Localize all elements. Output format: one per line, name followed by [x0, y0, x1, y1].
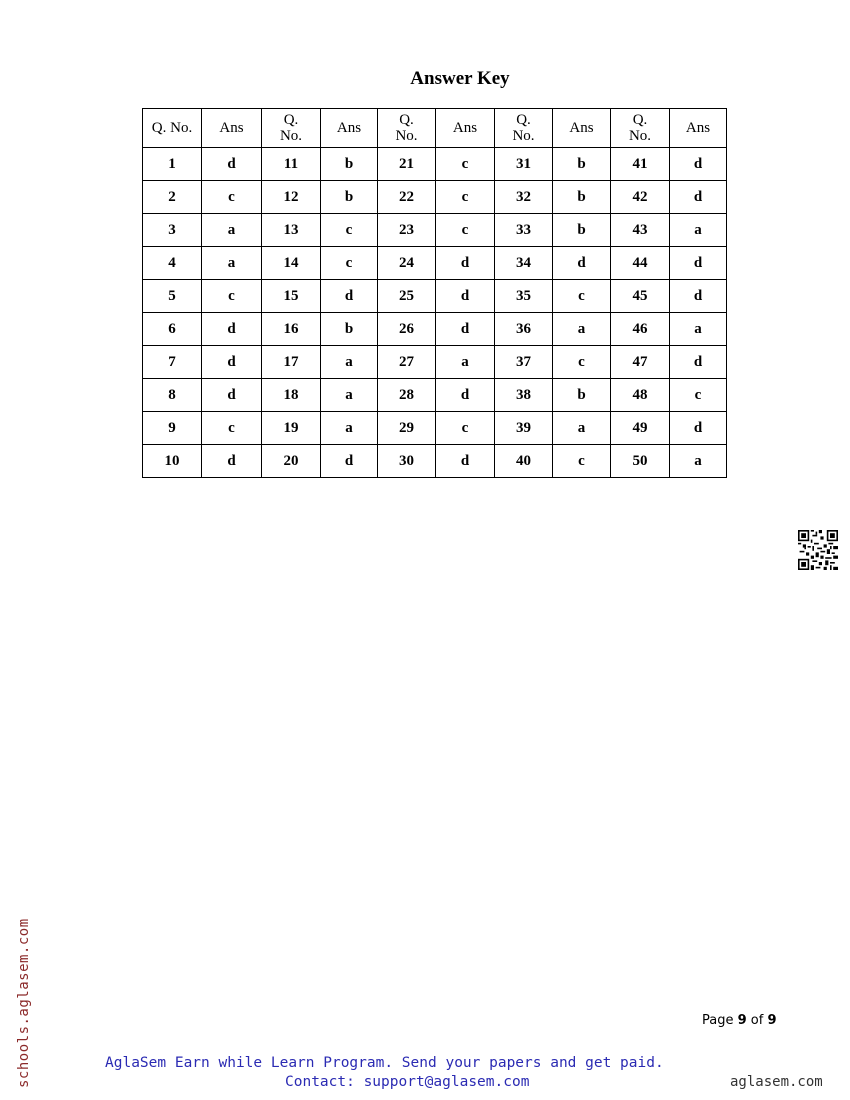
answer-cell: a: [202, 214, 262, 247]
table-row: [143, 412, 727, 445]
question-number-cell: 28: [378, 379, 436, 412]
question-number-cell: 30: [378, 445, 436, 478]
answer-cell: d: [202, 346, 262, 379]
question-number-cell: 29: [378, 412, 436, 445]
header-cell: Ans: [553, 109, 611, 148]
question-number-cell: 20: [262, 445, 321, 478]
question-number-cell: 42: [611, 181, 670, 214]
table-row: [143, 214, 727, 247]
answer-cell: b: [553, 148, 611, 181]
answer-cell: c: [436, 412, 495, 445]
answer-cell: b: [321, 148, 378, 181]
answer-cell: d: [670, 346, 727, 379]
table-row: [143, 280, 727, 313]
question-number-cell: 50: [611, 445, 670, 478]
answer-cell: a: [321, 346, 378, 379]
question-number-cell: 48: [611, 379, 670, 412]
question-number-cell: 26: [378, 313, 436, 346]
question-number-cell: 35: [495, 280, 553, 313]
question-number-cell: 9: [143, 412, 202, 445]
header-cell: Ans: [202, 109, 262, 148]
question-number-cell: 11: [262, 148, 321, 181]
answer-cell: c: [202, 412, 262, 445]
question-number-cell: 3: [143, 214, 202, 247]
answer-cell: d: [436, 379, 495, 412]
question-number-cell: 33: [495, 214, 553, 247]
answer-cell: a: [553, 412, 611, 445]
question-number-cell: 39: [495, 412, 553, 445]
header-cell: Q. No.: [378, 109, 436, 148]
question-number-cell: 13: [262, 214, 321, 247]
question-number-cell: 36: [495, 313, 553, 346]
answer-cell: a: [436, 346, 495, 379]
answer-cell: d: [436, 280, 495, 313]
answer-cell: a: [321, 379, 378, 412]
question-number-cell: 32: [495, 181, 553, 214]
question-number-cell: 5: [143, 280, 202, 313]
qr-code-icon: [798, 530, 838, 570]
header-cell: Ans: [670, 109, 727, 148]
answer-cell: d: [670, 181, 727, 214]
page-current: 9: [737, 1013, 747, 1028]
answer-cell: b: [553, 214, 611, 247]
answer-cell: d: [202, 313, 262, 346]
question-number-cell: 31: [495, 148, 553, 181]
answer-cell: c: [553, 346, 611, 379]
answer-cell: b: [553, 379, 611, 412]
answer-cell: c: [436, 148, 495, 181]
answer-cell: a: [321, 412, 378, 445]
question-number-cell: 25: [378, 280, 436, 313]
question-number-cell: 38: [495, 379, 553, 412]
answer-cell: a: [202, 247, 262, 280]
page-total: 9: [767, 1013, 777, 1028]
table-row: [143, 313, 727, 346]
answer-cell: a: [670, 313, 727, 346]
answer-cell: a: [553, 313, 611, 346]
question-number-cell: 47: [611, 346, 670, 379]
answer-key-table: [142, 108, 727, 478]
answer-cell: c: [670, 379, 727, 412]
question-number-cell: 12: [262, 181, 321, 214]
answer-cell: d: [202, 379, 262, 412]
answer-cell: d: [436, 445, 495, 478]
answer-cell: a: [670, 445, 727, 478]
question-number-cell: 46: [611, 313, 670, 346]
answer-cell: d: [202, 445, 262, 478]
answer-cell: b: [321, 181, 378, 214]
question-number-cell: 43: [611, 214, 670, 247]
footer-site-name: aglasem.com: [730, 1074, 823, 1090]
question-number-cell: 4: [143, 247, 202, 280]
answer-cell: c: [202, 181, 262, 214]
question-number-cell: 15: [262, 280, 321, 313]
question-number-cell: 40: [495, 445, 553, 478]
table-body: [143, 148, 727, 478]
answer-cell: a: [670, 214, 727, 247]
answer-cell: c: [553, 280, 611, 313]
table-header-row: [143, 109, 727, 148]
question-number-cell: 7: [143, 346, 202, 379]
table-row: [143, 247, 727, 280]
question-number-cell: 49: [611, 412, 670, 445]
question-number-cell: 23: [378, 214, 436, 247]
answer-cell: c: [321, 247, 378, 280]
answer-cell: d: [553, 247, 611, 280]
header-cell: Q. No.: [495, 109, 553, 148]
answer-cell: b: [553, 181, 611, 214]
question-number-cell: 2: [143, 181, 202, 214]
footer-contact-text: Contact: support@aglasem.com: [285, 1074, 530, 1090]
table-row: [143, 445, 727, 478]
answer-cell: d: [436, 247, 495, 280]
question-number-cell: 34: [495, 247, 553, 280]
answer-cell: d: [202, 148, 262, 181]
page-separator: of: [746, 1013, 768, 1028]
answer-cell: d: [670, 247, 727, 280]
answer-cell: b: [321, 313, 378, 346]
question-number-cell: 16: [262, 313, 321, 346]
question-number-cell: 17: [262, 346, 321, 379]
question-number-cell: 24: [378, 247, 436, 280]
header-cell: Ans: [436, 109, 495, 148]
question-number-cell: 1: [143, 148, 202, 181]
header-cell: Q. No.: [262, 109, 321, 148]
answer-cell: d: [670, 280, 727, 313]
question-number-cell: 45: [611, 280, 670, 313]
question-number-cell: 41: [611, 148, 670, 181]
answer-cell: d: [436, 313, 495, 346]
header-cell: Ans: [321, 109, 378, 148]
question-number-cell: 37: [495, 346, 553, 379]
table-row: [143, 346, 727, 379]
answer-cell: c: [436, 181, 495, 214]
question-number-cell: 21: [378, 148, 436, 181]
header-cell: Q. No.: [143, 109, 202, 148]
table-row: [143, 181, 727, 214]
answer-cell: d: [670, 148, 727, 181]
question-number-cell: 14: [262, 247, 321, 280]
page-title: Answer Key: [410, 68, 510, 89]
table-row: [143, 379, 727, 412]
question-number-cell: 27: [378, 346, 436, 379]
header-cell: Q. No.: [611, 109, 670, 148]
question-number-cell: 8: [143, 379, 202, 412]
answer-cell: c: [202, 280, 262, 313]
page-number: [702, 1013, 777, 1028]
question-number-cell: 10: [143, 445, 202, 478]
answer-cell: d: [321, 445, 378, 478]
question-number-cell: 18: [262, 379, 321, 412]
answer-cell: c: [553, 445, 611, 478]
page-prefix: Page: [702, 1013, 738, 1028]
answer-cell: c: [436, 214, 495, 247]
question-number-cell: 19: [262, 412, 321, 445]
table-row: [143, 148, 727, 181]
question-number-cell: 22: [378, 181, 436, 214]
question-number-cell: 6: [143, 313, 202, 346]
answer-cell: d: [670, 412, 727, 445]
side-watermark-url: schools.aglasem.com: [16, 918, 32, 1088]
answer-cell: c: [321, 214, 378, 247]
question-number-cell: 44: [611, 247, 670, 280]
answer-cell: d: [321, 280, 378, 313]
footer-promo-text: AglaSem Earn while Learn Program. Send your papers and get paid.: [105, 1055, 664, 1071]
